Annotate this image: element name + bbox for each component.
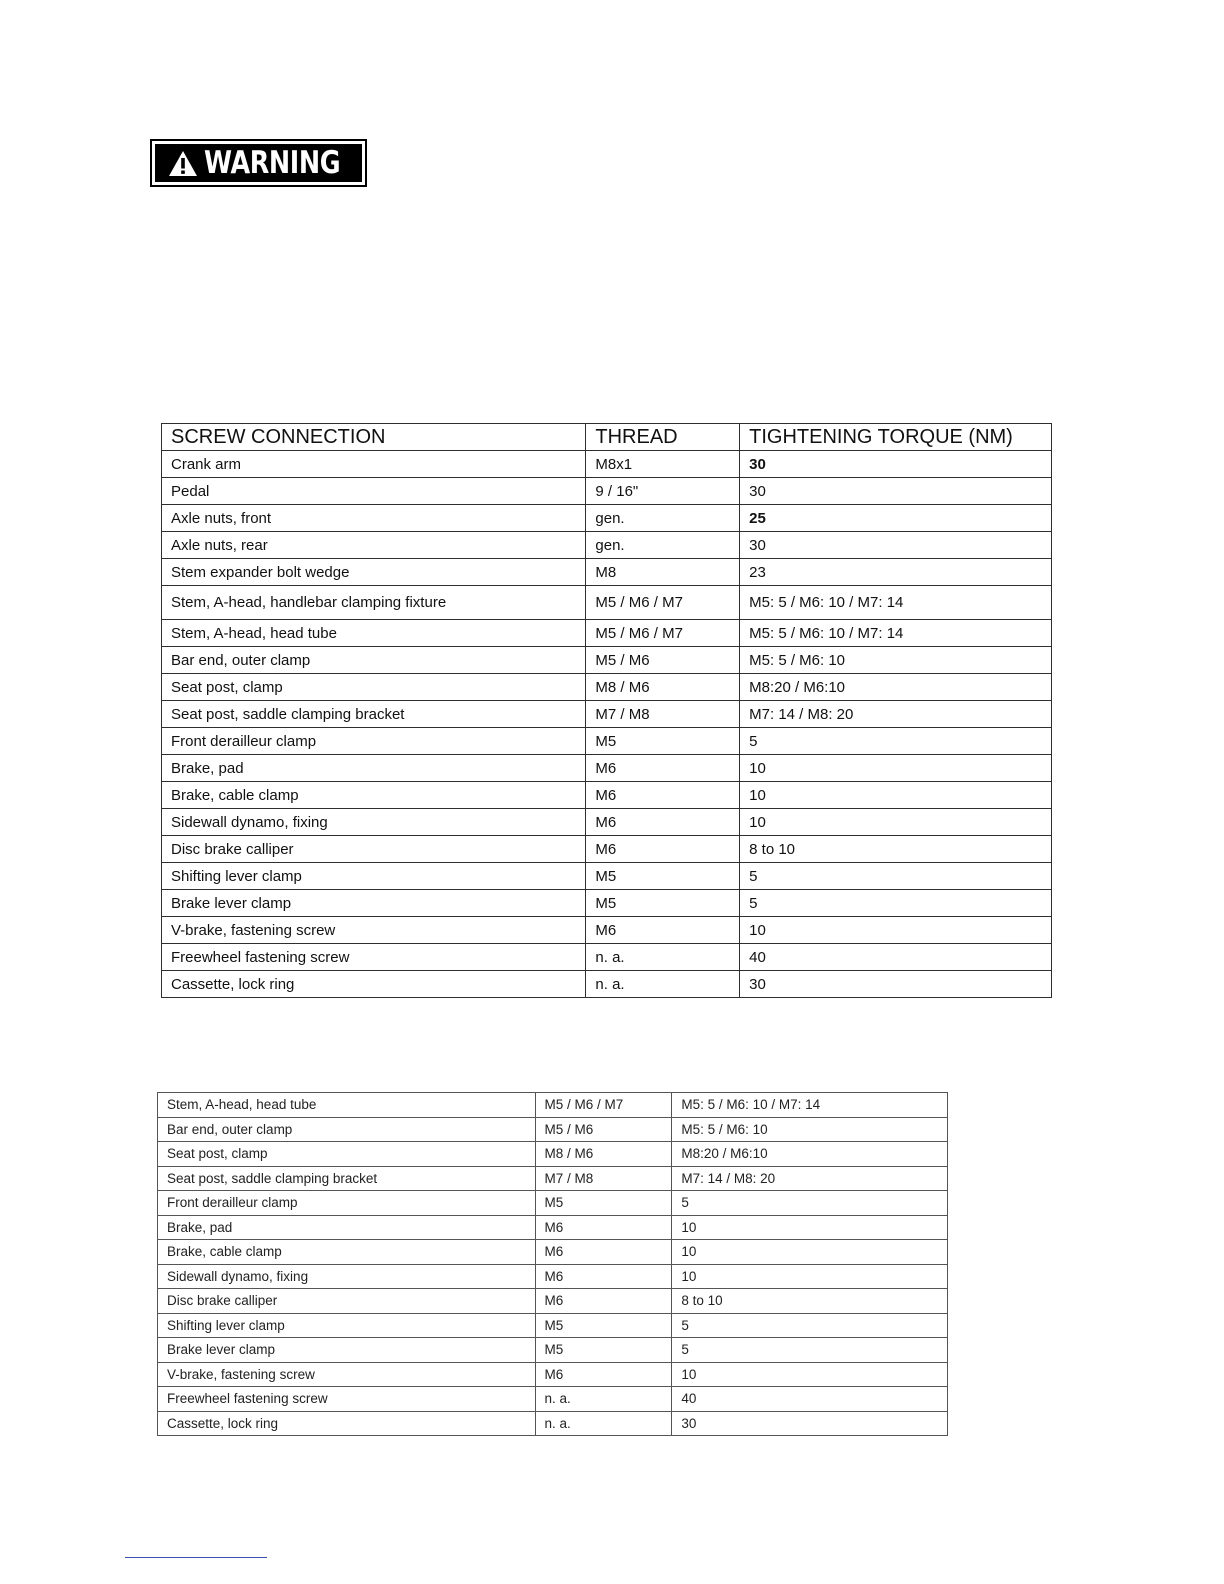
cell-thread: M6 [535, 1215, 672, 1240]
cell-thread: M5 / M6 / M7 [586, 586, 740, 620]
table-row [162, 674, 1052, 701]
table-row [158, 1093, 948, 1118]
cell-torque: 30 [740, 478, 1052, 505]
cell-torque: 40 [672, 1387, 948, 1412]
cell-screw-connection: Brake, pad [158, 1215, 536, 1240]
table-row [162, 755, 1052, 782]
cell-torque: 10 [672, 1264, 948, 1289]
cell-screw-connection: Cassette, lock ring [158, 1411, 536, 1436]
cell-screw-connection: V-brake, fastening screw [158, 1362, 536, 1387]
table-row [158, 1338, 948, 1363]
table-row [162, 620, 1052, 647]
cell-thread: M6 [586, 809, 740, 836]
table-row [162, 944, 1052, 971]
cell-torque: 30 [740, 971, 1052, 998]
cell-torque: M5: 5 / M6: 10 / M7: 14 [740, 620, 1052, 647]
cell-thread: M5 / M6 [535, 1117, 672, 1142]
cell-thread: M7 / M8 [586, 701, 740, 728]
table-row [162, 701, 1052, 728]
cell-screw-connection: Disc brake calliper [162, 836, 586, 863]
cell-torque: M7: 14 / M8: 20 [672, 1166, 948, 1191]
cell-thread: M5 [535, 1313, 672, 1338]
cell-torque: 10 [740, 782, 1052, 809]
cell-torque: 8 to 10 [740, 836, 1052, 863]
table-row [162, 890, 1052, 917]
cell-thread: M6 [535, 1289, 672, 1314]
cell-torque: 10 [672, 1362, 948, 1387]
cell-screw-connection: Brake, cable clamp [162, 782, 586, 809]
cell-screw-connection: Brake, pad [162, 755, 586, 782]
cell-screw-connection: Shifting lever clamp [158, 1313, 536, 1338]
cell-screw-connection: Crank arm [162, 451, 586, 478]
cell-torque: M5: 5 / M6: 10 [672, 1117, 948, 1142]
cell-thread: gen. [586, 505, 740, 532]
table-row [158, 1362, 948, 1387]
table-row [162, 586, 1052, 620]
cell-torque: 5 [672, 1313, 948, 1338]
cell-thread: M6 [586, 836, 740, 863]
cell-screw-connection: V-brake, fastening screw [162, 917, 586, 944]
cell-screw-connection: Brake lever clamp [162, 890, 586, 917]
cell-screw-connection: Brake lever clamp [158, 1338, 536, 1363]
cell-thread: gen. [586, 532, 740, 559]
table-row [162, 647, 1052, 674]
warning-banner [155, 144, 362, 182]
cell-screw-connection: Disc brake calliper [158, 1289, 536, 1314]
cell-screw-connection: Bar end, outer clamp [158, 1117, 536, 1142]
table-row [158, 1191, 948, 1216]
cell-screw-connection: Front derailleur clamp [162, 728, 586, 755]
cell-torque: 5 [672, 1191, 948, 1216]
cell-torque: M7: 14 / M8: 20 [740, 701, 1052, 728]
table-row [158, 1166, 948, 1191]
cell-thread: M6 [535, 1264, 672, 1289]
column-header-thread: THREAD [586, 424, 740, 451]
cell-thread: 9 / 16" [586, 478, 740, 505]
table-header-row [162, 424, 1052, 451]
cell-thread: M5 [586, 728, 740, 755]
table-row [162, 728, 1052, 755]
cell-thread: n. a. [535, 1411, 672, 1436]
cell-torque: M5: 5 / M6: 10 / M7: 14 [672, 1093, 948, 1118]
cell-screw-connection: Axle nuts, rear [162, 532, 586, 559]
cell-torque: 10 [672, 1215, 948, 1240]
cell-thread: M5 [535, 1338, 672, 1363]
table-row [158, 1387, 948, 1412]
cell-torque: 30 [740, 532, 1052, 559]
table-row [162, 505, 1052, 532]
footnote-divider [125, 1557, 267, 1558]
cell-screw-connection: Sidewall dynamo, fixing [158, 1264, 536, 1289]
torque-table [161, 423, 1052, 998]
table-row [162, 478, 1052, 505]
cell-screw-connection: Cassette, lock ring [162, 971, 586, 998]
cell-torque: 10 [740, 917, 1052, 944]
cell-thread: M6 [535, 1240, 672, 1265]
table-row [158, 1215, 948, 1240]
cell-thread: M5 [535, 1191, 672, 1216]
cell-screw-connection: Brake, cable clamp [158, 1240, 536, 1265]
cell-torque: 30 [740, 451, 1052, 478]
table-row [162, 451, 1052, 478]
cell-screw-connection: Stem, A-head, head tube [158, 1093, 536, 1118]
cell-screw-connection: Pedal [162, 478, 586, 505]
cell-torque: 10 [672, 1240, 948, 1265]
table-row [158, 1240, 948, 1265]
cell-screw-connection: Sidewall dynamo, fixing [162, 809, 586, 836]
table-row [162, 836, 1052, 863]
cell-screw-connection: Stem expander bolt wedge [162, 559, 586, 586]
cell-thread: M5 / M6 / M7 [586, 620, 740, 647]
cell-thread: n. a. [586, 944, 740, 971]
column-header-screw-connection: SCREW CONNECTION [162, 424, 586, 451]
table-row [158, 1313, 948, 1338]
cell-torque: 5 [740, 890, 1052, 917]
cell-torque: M8:20 / M6:10 [672, 1142, 948, 1167]
cell-torque: M5: 5 / M6: 10 [740, 647, 1052, 674]
cell-torque: 5 [740, 863, 1052, 890]
cell-thread: M5 [586, 863, 740, 890]
cell-thread: M6 [586, 782, 740, 809]
cell-thread: M5 / M6 [586, 647, 740, 674]
warning-triangle-icon [168, 150, 198, 177]
cell-torque: 10 [740, 809, 1052, 836]
cell-screw-connection: Stem, A-head, handlebar clamping fixture [162, 586, 586, 620]
cell-torque: 5 [672, 1338, 948, 1363]
cell-torque: 30 [672, 1411, 948, 1436]
cell-thread: n. a. [586, 971, 740, 998]
cell-torque: 25 [740, 505, 1052, 532]
cell-torque: 23 [740, 559, 1052, 586]
cell-thread: M6 [586, 755, 740, 782]
cell-thread: M5 / M6 / M7 [535, 1093, 672, 1118]
table-row [162, 532, 1052, 559]
cell-thread: M7 / M8 [535, 1166, 672, 1191]
cell-screw-connection: Freewheel fastening screw [162, 944, 586, 971]
table-row [162, 971, 1052, 998]
table-row [162, 863, 1052, 890]
cell-thread: M6 [586, 917, 740, 944]
cell-torque: M5: 5 / M6: 10 / M7: 14 [740, 586, 1052, 620]
table-row [162, 809, 1052, 836]
cell-screw-connection: Front derailleur clamp [158, 1191, 536, 1216]
table-row [162, 782, 1052, 809]
cell-thread: M8x1 [586, 451, 740, 478]
cell-torque: 10 [740, 755, 1052, 782]
cell-screw-connection: Seat post, clamp [162, 674, 586, 701]
cell-thread: M6 [535, 1362, 672, 1387]
cell-thread: M8 / M6 [535, 1142, 672, 1167]
torque-table-continued [157, 1092, 948, 1436]
cell-thread: M8 [586, 559, 740, 586]
cell-screw-connection: Seat post, saddle clamping bracket [158, 1166, 536, 1191]
cell-thread: M8 / M6 [586, 674, 740, 701]
cell-thread: M5 [586, 890, 740, 917]
cell-torque: 5 [740, 728, 1052, 755]
cell-torque: 40 [740, 944, 1052, 971]
warning-text: WARNING [204, 144, 341, 181]
cell-thread: n. a. [535, 1387, 672, 1412]
cell-screw-connection: Freewheel fastening screw [158, 1387, 536, 1412]
table-row [158, 1264, 948, 1289]
table-row [158, 1117, 948, 1142]
table-row [162, 559, 1052, 586]
column-header-tightening-torque: TIGHTENING TORQUE (NM) [740, 424, 1052, 451]
table-row [158, 1289, 948, 1314]
cell-torque: 8 to 10 [672, 1289, 948, 1314]
cell-screw-connection: Bar end, outer clamp [162, 647, 586, 674]
cell-screw-connection: Stem, A-head, head tube [162, 620, 586, 647]
table-row [158, 1411, 948, 1436]
cell-torque: M8:20 / M6:10 [740, 674, 1052, 701]
warning-label [150, 139, 367, 187]
cell-screw-connection: Seat post, saddle clamping bracket [162, 701, 586, 728]
table-row [158, 1142, 948, 1167]
table-row [162, 917, 1052, 944]
cell-screw-connection: Axle nuts, front [162, 505, 586, 532]
cell-screw-connection: Seat post, clamp [158, 1142, 536, 1167]
cell-screw-connection: Shifting lever clamp [162, 863, 586, 890]
